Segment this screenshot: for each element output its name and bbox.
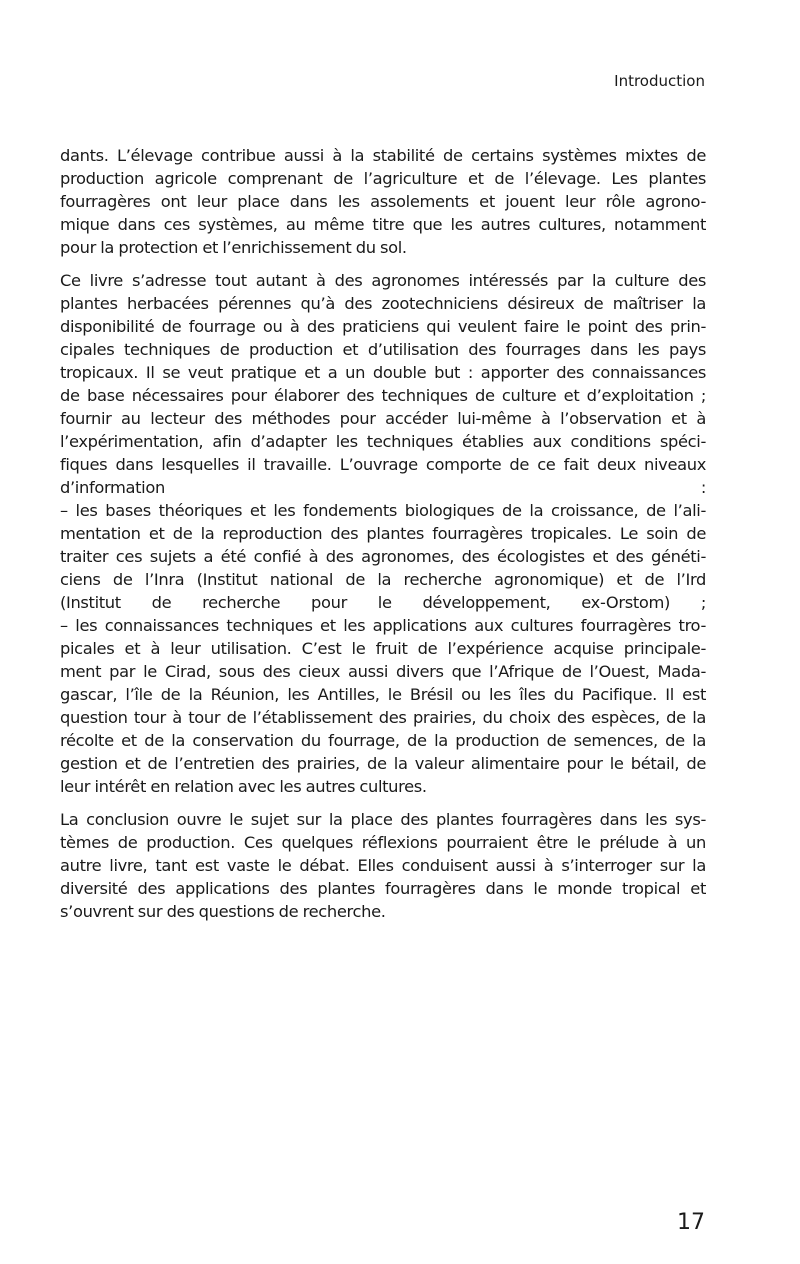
body-text [60,144,706,933]
text-line: fiques dans lesquelles il travaille. L’ouvrage comporte de ce fait deux niveaux [60,455,706,474]
text-line: – les connaissances techniques et les applications aux cultures fourragères tro- [60,616,706,635]
text-line: ciens de l’Inra (Institut national de la recherche agronomique) et de l’Ird [60,570,706,589]
paragraph [60,144,706,259]
text-line: pour la protection et l’enrichissement du sol. [60,238,407,257]
text-line: autre livre, tant est vaste le débat. Elles conduisent aussi à s’interroger sur la [60,856,706,875]
text-line: diversité des applications des plantes fourragères dans le monde tropical et [60,879,706,898]
text-line: picales et à leur utilisation. C’est le fruit de l’expérience acquise principale- [60,639,706,658]
text-line: traiter ces sujets a été confié à des agronomes, des écologistes et des généti- [60,547,706,566]
text-line: disponibilité de fourrage ou à des praticiens qui veulent faire le point des prin- [60,317,706,336]
text-line: s’ouvrent sur des questions de recherche. [60,902,386,921]
text-line: gestion et de l’entretien des prairies, de la valeur alimentaire pour le bétail, de [60,754,706,773]
text-line: cipales techniques de production et d’utilisation des fourrages dans les pays [60,340,706,359]
text-line: mentation et de la reproduction des plantes fourragères tropicales. Le soin de [60,524,706,543]
text-line: Ce livre s’adresse tout autant à des agronomes intéressés par la culture des [60,271,706,290]
text-line: leur intérêt en relation avec les autres cultures. [60,777,427,796]
text-line: plantes herbacées pérennes qu’à des zootechniciens désireux de maîtriser la [60,294,706,313]
text-line: fournir au lecteur des méthodes pour accéder lui-même à l’observation et à [60,409,706,428]
text-line: gascar, l’île de la Réunion, les Antilles, le Brésil ou les îles du Pacifique. Il est [60,685,706,704]
page-number: 17 [677,1210,705,1235]
text-line: question tour à tour de l’établissement des prairies, du choix des espèces, de la [60,708,706,727]
text-line: récolte et de la conservation du fourrage, de la production de semences, de la [60,731,706,750]
text-line: fourragères ont leur place dans les assolements et jouent leur rôle agrono- [60,192,706,211]
text-line: production agricole comprenant de l’agriculture et de l’élevage. Les plantes [60,169,706,188]
running-header: Introduction [614,72,705,90]
text-line: l’expérimentation, afin d’adapter les techniques établies aux conditions spéci- [60,432,706,451]
paragraph [60,808,706,923]
text-line: – les bases théoriques et les fondements biologiques de la croissance, de l’ali- [60,501,706,520]
text-line: tropicaux. Il se veut pratique et a un double but : apporter des connaissances [60,363,706,382]
text-line: de base nécessaires pour élaborer des techniques de culture et d’exploitation ; [60,386,706,405]
text-line: d’information : [60,478,706,497]
text-line: ment par le Cirad, sous des cieux aussi divers que l’Afrique de l’Ouest, Mada- [60,662,706,681]
text-line: (Institut de recherche pour le développement, ex-Orstom) ; [60,593,706,612]
text-line: tèmes de production. Ces quelques réflexions pourraient être le prélude à un [60,833,706,852]
text-line: dants. L’élevage contribue aussi à la stabilité de certains systèmes mixtes de [60,146,706,165]
text-line: mique dans ces systèmes, au même titre que les autres cultures, notamment [60,215,706,234]
paragraph [60,269,706,798]
text-line: La conclusion ouvre le sujet sur la place des plantes fourragères dans les sys- [60,810,706,829]
